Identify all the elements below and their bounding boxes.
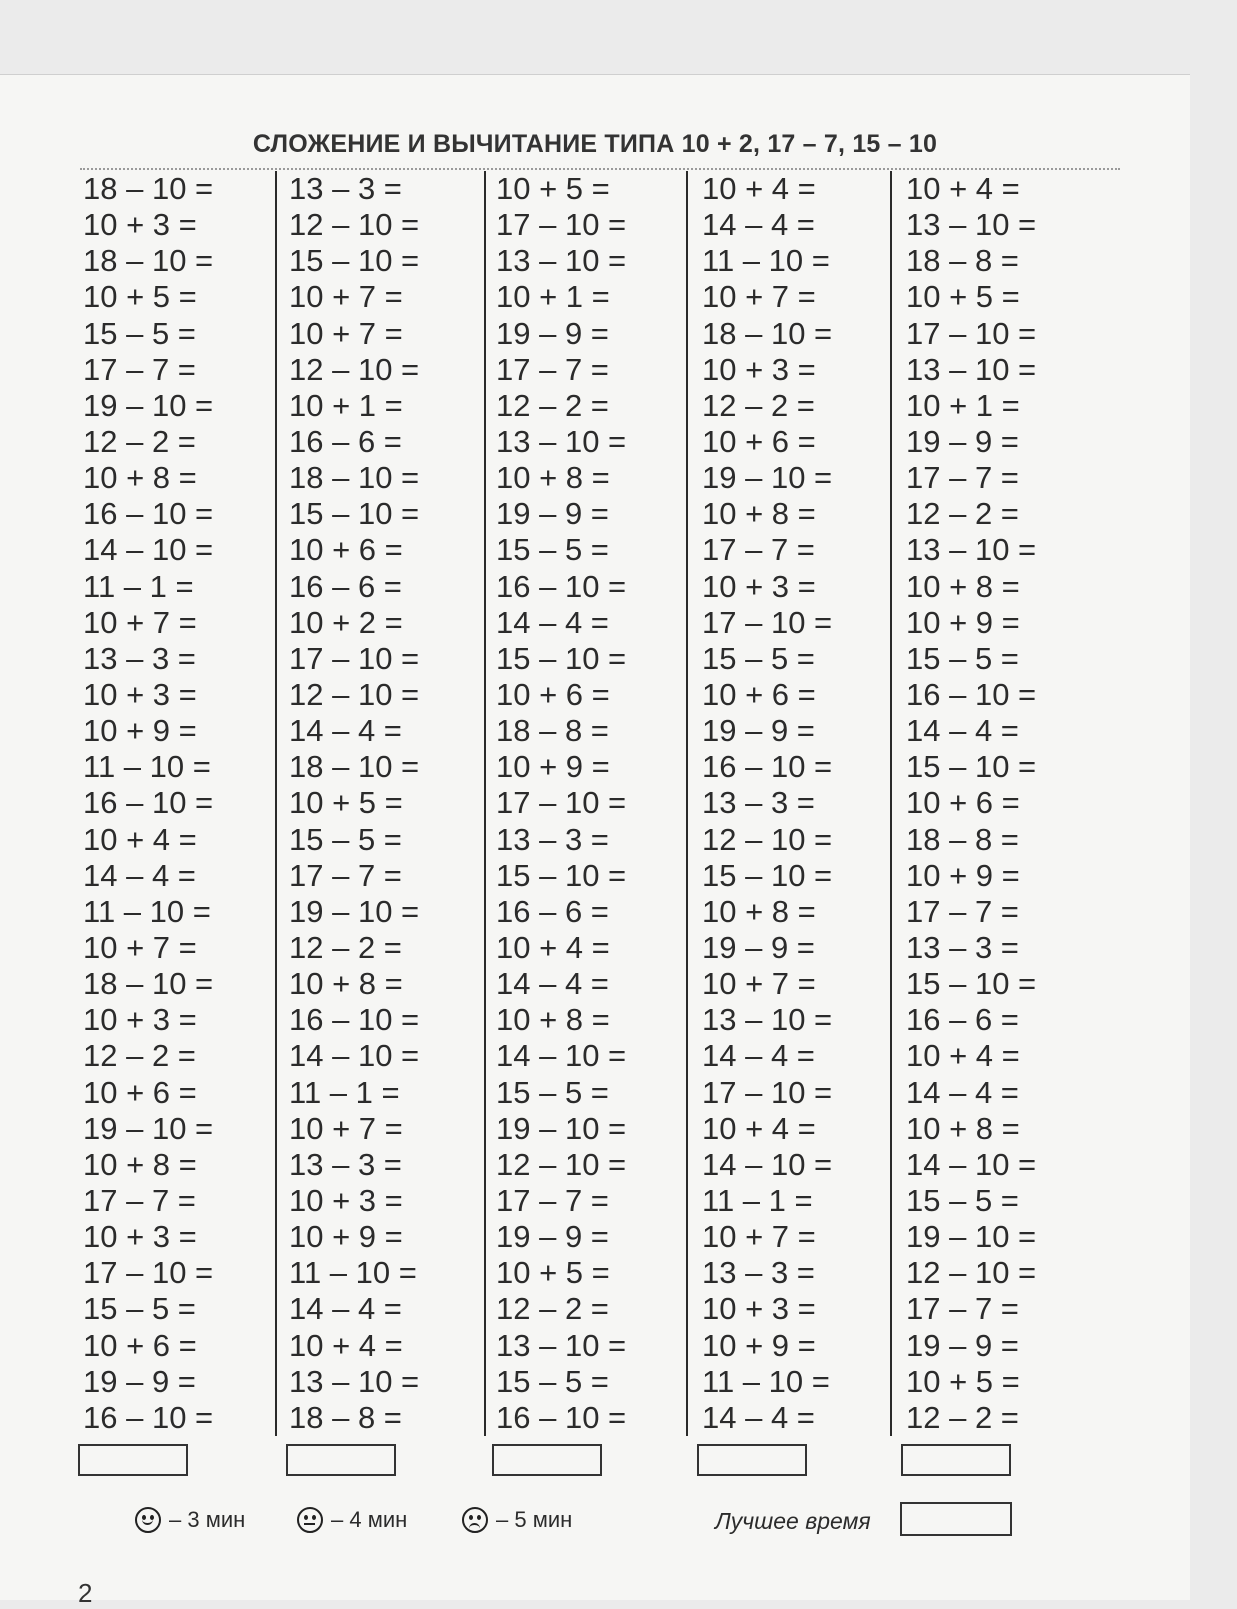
exercise-item: 15 – 5 = — [496, 1363, 609, 1399]
exercise-item: 17 – 7 = — [289, 857, 402, 893]
exercise-item: 12 – 2 = — [906, 496, 1019, 532]
exercise-item: 12 – 10 = — [289, 207, 420, 243]
exercise-item: 10 + 1 = — [906, 387, 1020, 423]
exercise-item: 19 – 10 = — [83, 1110, 214, 1146]
exercise-item: 17 – 7 = — [906, 893, 1019, 929]
exercise-item: 16 – 10 = — [702, 749, 833, 785]
exercise-item: 14 – 4 = — [83, 857, 196, 893]
exercise-item: 16 – 10 = — [83, 1399, 214, 1435]
exercise-item: 13 – 3 = — [906, 929, 1019, 965]
exercise-item: 10 + 9 = — [702, 1327, 816, 1363]
exercise-item: 10 + 5 = — [496, 1255, 610, 1291]
exercise-item: 11 – 1 = — [702, 1182, 813, 1218]
exercise-item: 15 – 5 = — [906, 640, 1019, 676]
exercise-item: 17 – 7 = — [906, 1291, 1019, 1327]
exercise-item: 10 + 2 = — [289, 604, 403, 640]
exercise-item: 10 + 4 = — [906, 171, 1020, 206]
exercise-item: 19 – 9 = — [83, 1363, 196, 1399]
exercise-item: 18 – 8 = — [906, 821, 1019, 857]
exercise-item: 12 – 2 = — [496, 387, 609, 423]
exercise-item: 10 + 8 = — [906, 1110, 1020, 1146]
exercise-item: 17 – 7 = — [702, 532, 815, 568]
exercise-item: 14 – 4 = — [702, 1399, 815, 1435]
exercise-item: 11 – 1 = — [289, 1074, 400, 1110]
exercise-item: 16 – 6 = — [496, 893, 609, 929]
exercise-item: 12 – 10 = — [496, 1146, 627, 1182]
exercise-item: 17 – 10 = — [702, 1074, 833, 1110]
exercise-item: 10 + 6 = — [289, 532, 403, 568]
exercise-item: 14 – 4 = — [496, 604, 609, 640]
exercise-item: 11 – 1 = — [83, 568, 194, 604]
exercise-item: 19 – 10 = — [906, 1219, 1037, 1255]
exercise-item: 16 – 10 = — [496, 568, 627, 604]
exercise-item: 15 – 10 = — [496, 857, 627, 893]
exercise-item: 17 – 10 = — [83, 1255, 214, 1291]
exercise-item: 17 – 7 = — [496, 351, 609, 387]
exercise-item: 12 – 2 = — [83, 1038, 196, 1074]
exercise-item: 15 – 5 = — [83, 1291, 196, 1327]
answer-time-box-3[interactable] — [492, 1444, 602, 1476]
exercise-item: 16 – 6 = — [289, 423, 402, 459]
exercise-item: 10 + 3 = — [289, 1182, 403, 1218]
answer-time-box-4[interactable] — [697, 1444, 807, 1476]
exercise-item: 10 + 8 = — [496, 1002, 610, 1038]
exercise-item: 15 – 10 = — [702, 857, 833, 893]
exercise-item: 16 – 10 = — [83, 785, 214, 821]
exercise-item: 10 + 4 = — [496, 929, 610, 965]
neutral-face-icon — [297, 1507, 323, 1533]
exercise-item: 10 + 5 = — [906, 279, 1020, 315]
exercise-item: 15 – 10 = — [906, 966, 1037, 1002]
exercise-item: 10 + 3 = — [83, 1002, 197, 1038]
exercise-item: 16 – 6 = — [289, 568, 402, 604]
exercise-item: 13 – 10 = — [702, 1002, 833, 1038]
exercise-item: 17 – 7 = — [83, 351, 196, 387]
exercise-item: 12 – 10 = — [289, 351, 420, 387]
exercise-item: 10 + 9 = — [289, 1219, 403, 1255]
exercise-item: 18 – 10 = — [702, 315, 833, 351]
exercise-item: 14 – 4 = — [289, 1291, 402, 1327]
exercise-item: 13 – 3 = — [702, 1255, 815, 1291]
exercise-item: 10 + 6 = — [702, 676, 816, 712]
exercise-item: 14 – 10 = — [496, 1038, 627, 1074]
exercise-item: 10 + 5 = — [289, 785, 403, 821]
exercise-item: 16 – 10 = — [906, 676, 1037, 712]
answer-time-box-5[interactable] — [901, 1444, 1011, 1476]
exercise-item: 19 – 10 = — [496, 1110, 627, 1146]
exercise-item: 11 – 10 = — [702, 243, 830, 279]
exercise-item: 11 – 10 = — [289, 1255, 417, 1291]
exercise-item: 19 – 9 = — [496, 315, 609, 351]
exercise-item: 10 + 3 = — [702, 351, 816, 387]
exercise-item: 15 – 10 = — [289, 243, 420, 279]
exercise-item: 13 – 3 = — [83, 640, 196, 676]
exercise-item: 10 + 8 = — [83, 1146, 197, 1182]
exercise-item: 10 + 7 = — [702, 1219, 816, 1255]
exercise-item: 13 – 10 = — [496, 423, 627, 459]
exercise-item: 15 – 5 = — [702, 640, 815, 676]
exercise-item: 10 + 8 = — [496, 460, 610, 496]
exercise-item: 15 – 5 = — [906, 1182, 1019, 1218]
exercise-item: 19 – 10 = — [702, 460, 833, 496]
exercise-item: 13 – 3 = — [289, 1146, 402, 1182]
exercise-column-2 — [275, 171, 489, 1436]
exercise-item: 12 – 2 = — [906, 1399, 1019, 1435]
exercise-item: 17 – 10 = — [496, 207, 627, 243]
exercise-item: 10 + 8 = — [83, 460, 197, 496]
exercise-item: 15 – 5 = — [496, 532, 609, 568]
exercise-item: 13 – 10 = — [289, 1363, 420, 1399]
exercise-item: 10 + 6 = — [702, 423, 816, 459]
exercise-item: 17 – 7 = — [83, 1182, 196, 1218]
smile-face-icon — [135, 1507, 161, 1533]
exercise-item: 17 – 10 = — [906, 315, 1037, 351]
exercise-item: 10 + 7 = — [702, 279, 816, 315]
exercise-item: 11 – 10 = — [702, 1363, 830, 1399]
exercise-item: 10 + 8 = — [702, 496, 816, 532]
exercise-item: 10 + 3 = — [702, 568, 816, 604]
exercise-item: 19 – 10 = — [83, 387, 214, 423]
exercise-item: 15 – 5 = — [496, 1074, 609, 1110]
exercise-item: 14 – 4 = — [702, 207, 815, 243]
exercise-item: 10 + 4 = — [906, 1038, 1020, 1074]
exercise-item: 17 – 10 = — [289, 640, 420, 676]
answer-time-box-1[interactable] — [78, 1444, 188, 1476]
exercise-item: 11 – 10 = — [83, 893, 211, 929]
exercise-item: 10 + 1 = — [496, 279, 610, 315]
exercise-item: 10 + 6 = — [496, 676, 610, 712]
exercise-item: 18 – 10 = — [83, 966, 214, 1002]
exercise-item: 13 – 3 = — [496, 821, 609, 857]
exercise-item: 13 – 10 = — [906, 351, 1037, 387]
exercise-column-5 — [890, 171, 1106, 1436]
exercise-item: 16 – 6 = — [906, 1002, 1019, 1038]
exercise-item: 10 + 8 = — [289, 966, 403, 1002]
exercise-item: 10 + 8 = — [906, 568, 1020, 604]
exercise-item: 10 + 1 = — [289, 387, 403, 423]
exercise-item: 19 – 9 = — [906, 1327, 1019, 1363]
best-time-box[interactable] — [900, 1502, 1012, 1536]
exercise-item: 13 – 10 = — [496, 243, 627, 279]
exercise-item: 11 – 10 = — [83, 749, 211, 785]
exercise-item: 14 – 10 = — [906, 1146, 1037, 1182]
exercise-item: 15 – 10 = — [289, 496, 420, 532]
exercise-item: 10 + 8 = — [702, 893, 816, 929]
exercise-item: 15 – 10 = — [906, 749, 1037, 785]
exercise-item: 13 – 10 = — [496, 1327, 627, 1363]
exercise-item: 18 – 8 = — [906, 243, 1019, 279]
exercise-item: 14 – 4 = — [702, 1038, 815, 1074]
exercise-item: 14 – 10 = — [289, 1038, 420, 1074]
exercise-item: 10 + 3 = — [702, 1291, 816, 1327]
exercise-item: 14 – 4 = — [906, 713, 1019, 749]
sad-face-icon — [462, 1507, 488, 1533]
exercise-item: 14 – 4 = — [906, 1074, 1019, 1110]
exercise-item: 12 – 10 = — [906, 1255, 1037, 1291]
exercise-column-1 — [83, 171, 283, 1436]
exercise-item: 10 + 7 = — [289, 315, 403, 351]
exercise-item: 10 + 6 = — [83, 1327, 197, 1363]
exercise-item: 10 + 7 = — [289, 1110, 403, 1146]
exercise-item: 16 – 10 = — [496, 1399, 627, 1435]
exercise-item: 15 – 5 = — [83, 315, 196, 351]
exercise-item: 10 + 7 = — [83, 604, 197, 640]
exercise-item: 15 – 10 = — [496, 640, 627, 676]
exercise-item: 14 – 10 = — [83, 532, 214, 568]
exercise-item: 18 – 10 = — [289, 460, 420, 496]
exercise-item: 10 + 9 = — [496, 749, 610, 785]
exercise-column-4 — [686, 171, 902, 1436]
exercise-item: 19 – 9 = — [496, 1219, 609, 1255]
exercise-item: 10 + 6 = — [83, 1074, 197, 1110]
legend-item-4-min — [297, 1500, 407, 1540]
exercise-item: 12 – 2 = — [289, 929, 402, 965]
exercise-item: 10 + 4 = — [702, 1110, 816, 1146]
exercise-item: 18 – 10 = — [289, 749, 420, 785]
exercise-item: 19 – 9 = — [702, 929, 815, 965]
exercise-item: 18 – 8 = — [289, 1399, 402, 1435]
exercise-item: 14 – 10 = — [702, 1146, 833, 1182]
exercise-item: 13 – 10 = — [906, 532, 1037, 568]
exercise-item: 12 – 2 = — [496, 1291, 609, 1327]
legend-item-5-min — [462, 1500, 572, 1540]
exercise-item: 10 + 5 = — [83, 279, 197, 315]
exercise-item: 10 + 9 = — [83, 713, 197, 749]
exercise-item: 10 + 3 = — [83, 207, 197, 243]
exercise-item: 19 – 9 = — [702, 713, 815, 749]
exercise-item: 12 – 10 = — [702, 821, 833, 857]
answer-time-box-2[interactable] — [286, 1444, 396, 1476]
worksheet-title: СЛОЖЕНИЕ И ВЫЧИТАНИЕ ТИПА 10 + 2, 17 – 7, 15 – 10 — [252, 130, 938, 158]
exercise-item: 10 + 9 = — [906, 604, 1020, 640]
exercise-item: 12 – 2 = — [702, 387, 815, 423]
exercise-item: 13 – 3 = — [702, 785, 815, 821]
exercise-item: 17 – 7 = — [906, 460, 1019, 496]
exercise-item: 16 – 10 = — [83, 496, 214, 532]
exercise-item: 18 – 10 = — [83, 171, 214, 206]
exercise-item: 17 – 10 = — [702, 604, 833, 640]
page-number: 2 — [78, 1578, 93, 1608]
exercise-item: 10 + 3 = — [83, 1219, 197, 1255]
exercise-item: 14 – 4 = — [289, 713, 402, 749]
exercise-item: 13 – 10 = — [906, 207, 1037, 243]
exercise-item: 10 + 7 = — [289, 279, 403, 315]
exercise-item: 10 + 4 = — [83, 821, 197, 857]
exercise-item: 10 + 6 = — [906, 785, 1020, 821]
exercise-item: 10 + 7 = — [702, 966, 816, 1002]
exercise-item: 10 + 4 = — [289, 1327, 403, 1363]
exercise-item: 17 – 10 = — [496, 785, 627, 821]
legend-text: – 3 мин — [169, 1507, 246, 1532]
exercise-item: 18 – 8 = — [496, 713, 609, 749]
exercise-item: 10 + 5 = — [496, 171, 610, 206]
dotted-divider — [80, 168, 1120, 170]
legend-text: – 4 мин — [331, 1507, 408, 1532]
exercise-item: 10 + 4 = — [702, 171, 816, 206]
exercise-item: 12 – 2 = — [83, 423, 196, 459]
exercise-item: 12 – 10 = — [289, 676, 420, 712]
legend-item-3-min — [135, 1500, 245, 1540]
exercise-item: 19 – 9 = — [906, 423, 1019, 459]
exercise-item: 16 – 10 = — [289, 1002, 420, 1038]
exercise-item: 14 – 4 = — [496, 966, 609, 1002]
best-time-label: Лучшее время — [715, 1508, 871, 1534]
exercise-item: 18 – 10 = — [83, 243, 214, 279]
exercise-item: 19 – 10 = — [289, 893, 420, 929]
legend-text: – 5 мин — [496, 1507, 573, 1532]
exercise-item: 10 + 3 = — [83, 676, 197, 712]
exercise-item: 13 – 3 = — [289, 171, 402, 206]
exercise-item: 17 – 7 = — [496, 1182, 609, 1218]
exercise-item: 10 + 5 = — [906, 1363, 1020, 1399]
exercise-column-3 — [484, 171, 696, 1436]
exercise-item: 10 + 7 = — [83, 929, 197, 965]
exercise-item: 10 + 9 = — [906, 857, 1020, 893]
exercise-item: 19 – 9 = — [496, 496, 609, 532]
exercise-item: 15 – 5 = — [289, 821, 402, 857]
